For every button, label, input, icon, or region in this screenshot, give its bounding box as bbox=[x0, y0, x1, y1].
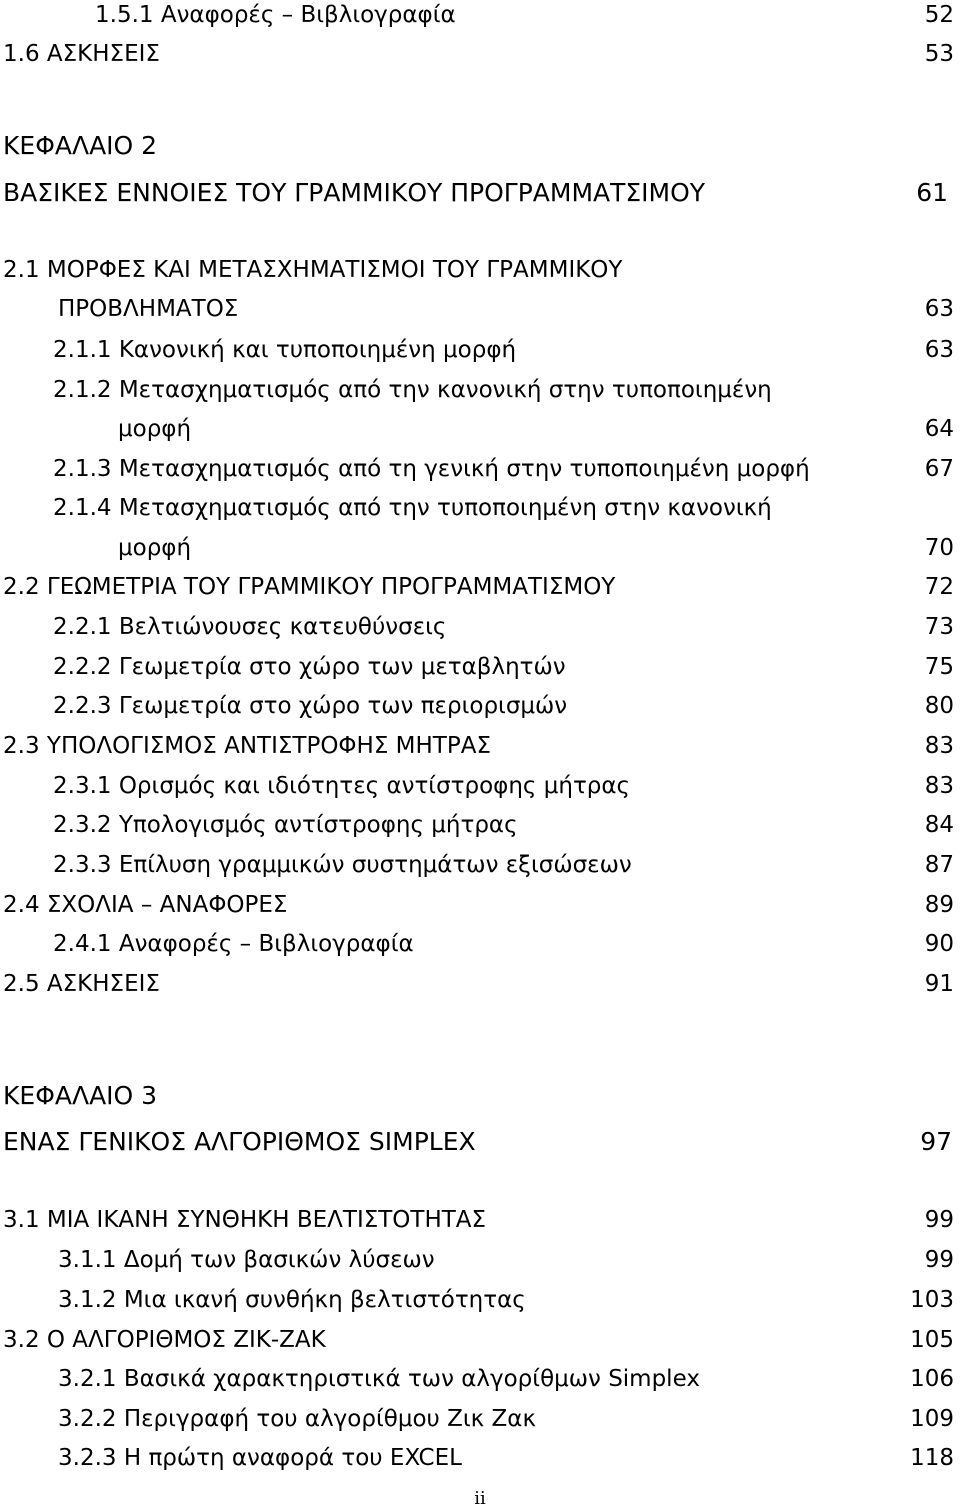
toc-entry-title: 3.1.1 Δομή των βασικών λύσεων bbox=[58, 1247, 435, 1273]
chapter-label: ΚΕΦΑΛΑΙΟ 2 bbox=[3, 131, 158, 160]
toc-entry-page: 91 bbox=[924, 971, 954, 997]
toc-entry-title: 3.2 Ο ΑΛΓΟΡΙΘΜΟΣ ΖΙΚ-ΖΑΚ bbox=[3, 1327, 326, 1353]
toc-entry-page: 99 bbox=[924, 1207, 954, 1233]
toc-entry-page: 63 bbox=[924, 337, 954, 363]
toc-entry-page: 89 bbox=[924, 892, 954, 918]
toc-entry-page: 73 bbox=[924, 614, 954, 640]
toc-entry-page: 63 bbox=[924, 296, 954, 322]
toc-entry-title: ΠΡΟΒΛΗΜΑΤΟΣ bbox=[58, 296, 239, 322]
toc-entry-title: 2.5 ΑΣΚΗΣΕΙΣ bbox=[3, 971, 160, 997]
toc-entry-title: 3.2.1 Βασικά χαρακτηριστικά των αλγορίθμων Simplex bbox=[58, 1366, 700, 1392]
toc-entry-page: 90 bbox=[924, 931, 954, 957]
toc-entry-title: 2.3.1 Ορισμός και ιδιότητες αντίστροφης μήτρας bbox=[53, 773, 631, 799]
toc-entry-title: 1.5.1 Αναφορές – Βιβλιογραφία bbox=[95, 2, 456, 28]
toc-entry-page: 75 bbox=[924, 654, 954, 680]
toc-entry-page: 64 bbox=[924, 416, 954, 442]
toc-entry-title: 2.3.2 Υπολογισμός αντίστροφης μήτρας bbox=[53, 812, 518, 838]
toc-entry-title: μορφή bbox=[118, 535, 192, 561]
toc-entry-page: 105 bbox=[910, 1327, 954, 1353]
toc-entry-title: 2.1.1 Κανονική και τυποποιημένη μορφή bbox=[53, 337, 517, 363]
chapter-page: 97 bbox=[920, 1127, 952, 1156]
toc-entry-page: 80 bbox=[924, 693, 954, 719]
toc-entry-page: 83 bbox=[924, 733, 954, 759]
toc-entry-title: 3.2.3 Η πρώτη αναφορά του EXCEL bbox=[58, 1445, 462, 1471]
toc-entry-title: 2.3 ΥΠΟΛΟΓΙΣΜΟΣ ΑΝΤΙΣΤΡΟΦΗΣ ΜΗΤΡΑΣ bbox=[3, 733, 491, 759]
toc-entry-page: 52 bbox=[924, 2, 954, 28]
toc-entry-page: 84 bbox=[924, 812, 954, 838]
toc-entry-page: 99 bbox=[924, 1247, 954, 1273]
toc-entry-page: 70 bbox=[924, 535, 954, 561]
toc-entry-title: 2.3.3 Επίλυση γραμμικών συστημάτων εξισώσεων bbox=[53, 852, 632, 878]
toc-entry-title: 1.6 ΑΣΚΗΣΕΙΣ bbox=[3, 41, 160, 67]
toc-entry-page: 67 bbox=[924, 456, 954, 482]
chapter-title-text: ΕΝΑΣ ΓΕΝΙΚΟΣ ΑΛΓΟΡΙΘΜΟΣ SIMPLEX bbox=[3, 1127, 476, 1156]
toc-entry-page: 106 bbox=[910, 1366, 954, 1392]
toc-entry-title: 3.1 ΜΙΑ ΙΚΑΝΗ ΣΥΝΘΗΚΗ ΒΕΛΤΙΣΤΟΤΗΤΑΣ bbox=[3, 1207, 487, 1233]
toc-entry-title: 3.1.2 Μια ικανή συνθήκη βελτιστότητας bbox=[58, 1287, 526, 1313]
toc-entry-page: 72 bbox=[924, 574, 954, 600]
toc-entry-page: 83 bbox=[924, 773, 954, 799]
toc-entry-title: 2.4 ΣΧΟΛΙΑ – ΑΝΑΦΟΡΕΣ bbox=[3, 892, 288, 918]
toc-entry-title: 2.2 ΓΕΩΜΕΤΡΙΑ ΤΟΥ ΓΡΑΜΜΙΚΟΥ ΠΡΟΓΡΑΜΜΑΤΙΣΜΟΥ bbox=[3, 574, 616, 600]
toc-entry-page: 53 bbox=[924, 41, 954, 67]
toc-entry-page: 109 bbox=[910, 1406, 954, 1432]
chapter-title-text: ΒΑΣΙΚΕΣ ΕΝΝΟΙΕΣ ΤΟΥ ΓΡΑΜΜΙΚΟΥ ΠΡΟΓΡΑΜΜΑΤΣΙΜΟΥ bbox=[3, 178, 706, 207]
toc-entry-title: 2.4.1 Αναφορές – Βιβλιογραφία bbox=[53, 931, 414, 957]
toc-entry-title: μορφή bbox=[118, 416, 192, 442]
chapter-page: 61 bbox=[916, 178, 948, 207]
toc-entry-page: 118 bbox=[910, 1445, 954, 1471]
toc-entry-title: 2.1.2 Μετασχηματισμός από την κανονική στην τυποποιημένη bbox=[53, 377, 772, 403]
toc-entry-page: 87 bbox=[924, 852, 954, 878]
page-number: ii bbox=[474, 1488, 486, 1509]
toc-entry-title: 2.1 ΜΟΡΦΕΣ ΚΑΙ ΜΕΤΑΣΧΗΜΑΤΙΣΜΟΙ ΤΟΥ ΓΡΑΜΜΙΚΟΥ bbox=[3, 257, 623, 283]
toc-entry-title: 2.1.4 Μετασχηματισμός από την τυποποιημένη στην κανονική bbox=[53, 495, 772, 521]
toc-entry-title: 2.1.3 Μετασχηματισμός από τη γενική στην τυποποιημένη μορφή bbox=[53, 456, 810, 482]
toc-entry-page: 103 bbox=[910, 1287, 954, 1313]
toc-entry-title: 2.2.1 Βελτιώνουσες κατευθύνσεις bbox=[53, 614, 447, 640]
chapter-label: ΚΕΦΑΛΑΙΟ 3 bbox=[3, 1081, 158, 1110]
toc-entry-title: 2.2.2 Γεωμετρία στο χώρο των μεταβλητών bbox=[53, 654, 566, 680]
toc-entry-title: 2.2.3 Γεωμετρία στο χώρο των περιορισμών bbox=[53, 693, 568, 719]
toc-entry-title: 3.2.2 Περιγραφή του αλγορίθμου Ζικ Ζακ bbox=[58, 1406, 537, 1432]
